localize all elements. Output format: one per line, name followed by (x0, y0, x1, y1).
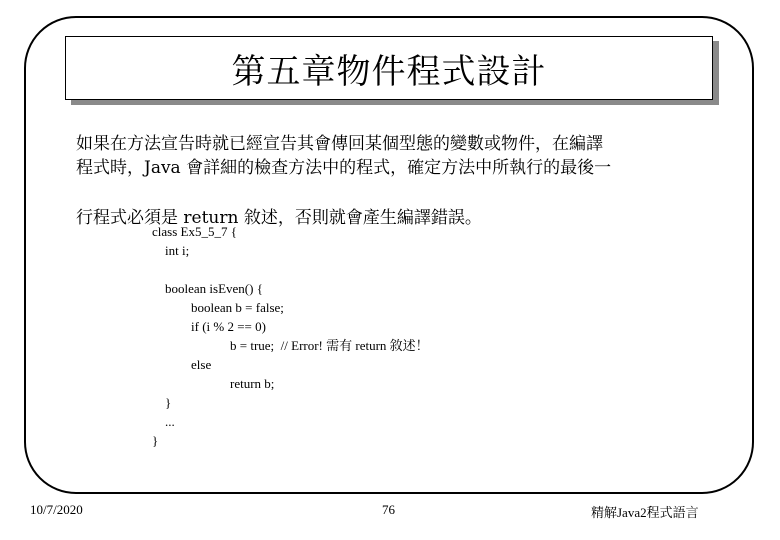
code-line: } (152, 433, 159, 448)
code-line: else (152, 357, 212, 372)
footer-page-number: 76 (382, 502, 395, 517)
code-line (152, 260, 429, 279)
code-line: b = true; // Error! 需有 return 敘述！ (152, 338, 429, 353)
code-line: } (152, 395, 172, 410)
footer-date: 10/7/2020 (30, 502, 83, 517)
paragraph-line-3: 行程式必須是 return 敘述，否則就會產生編譯錯誤。 (76, 208, 482, 228)
code-line: if (i % 2 == 0) (152, 319, 266, 334)
code-block (152, 222, 429, 450)
paragraph-line-1: 如果在方法宣告時就已經宣告其會傳回某個型態的變數或物件，在編譯 (76, 134, 603, 154)
code-line: boolean b = false; (152, 300, 284, 315)
code-line: int i; (152, 243, 190, 258)
code-line: class Ex5_5_7 { (152, 224, 237, 239)
slide-title: 第五章物件程式設計 (231, 51, 547, 92)
title-box (65, 36, 713, 100)
code-line: return b; (152, 376, 275, 391)
code-line: boolean isEven() { (152, 281, 263, 296)
paragraph-line-2: 程式時，Java 會詳細的檢查方法中的程式，確定方法中所執行的最後一 (76, 158, 612, 178)
footer-source: 精解Java2程式語言 (591, 505, 699, 520)
code-line: ... (152, 414, 175, 429)
